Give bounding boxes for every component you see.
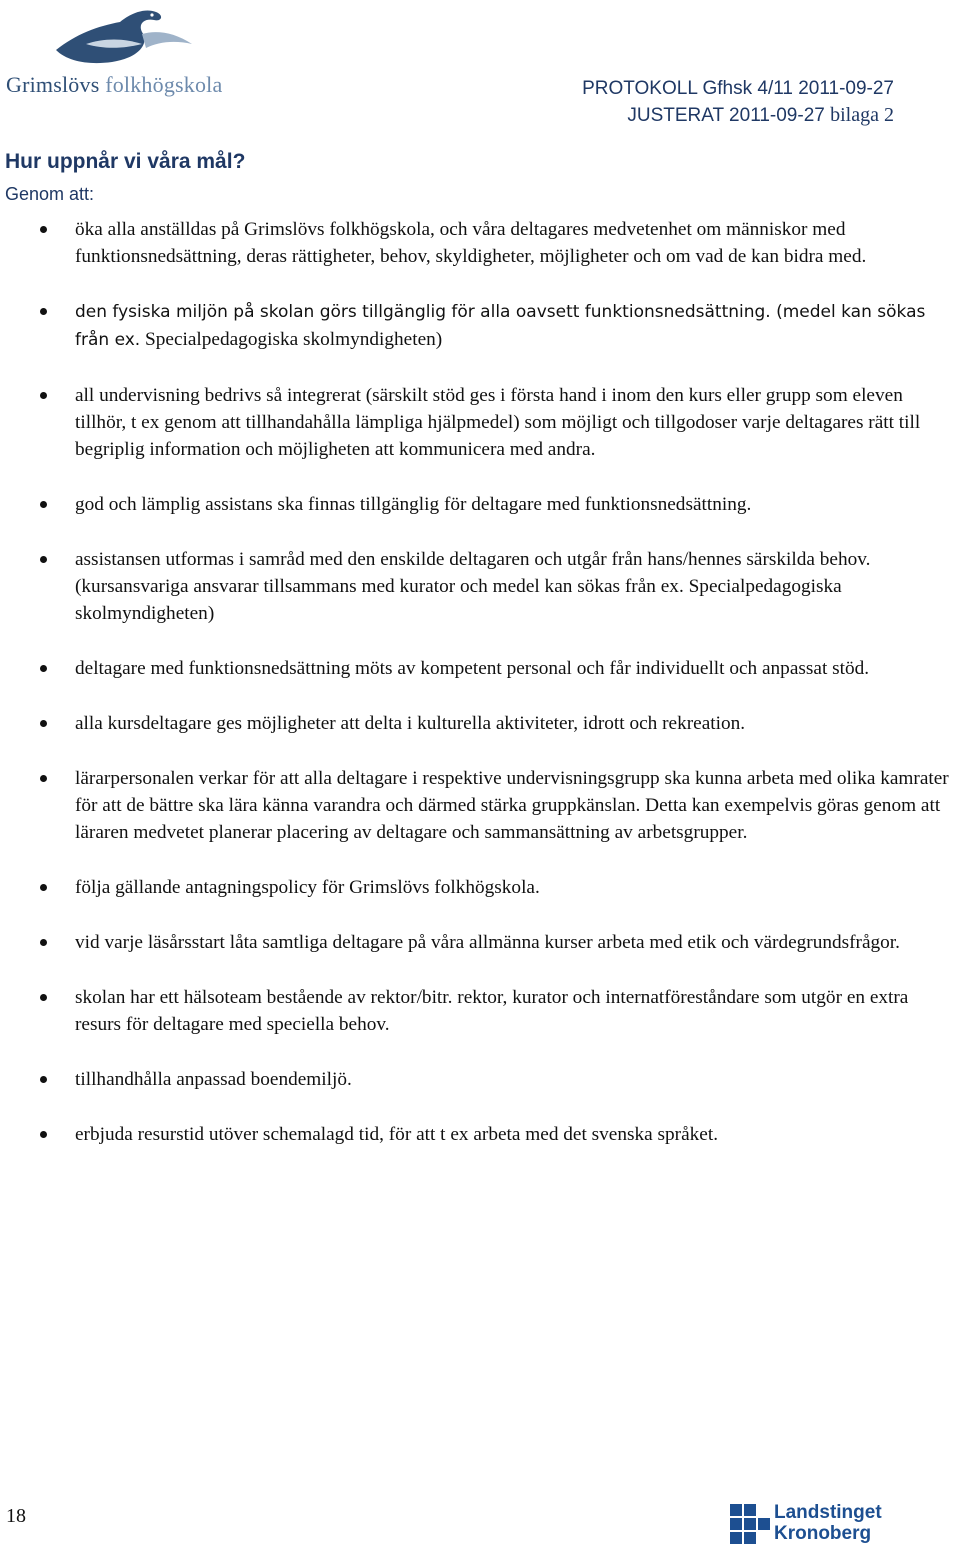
list-item — [0, 298, 960, 354]
bullet-icon — [40, 1076, 47, 1083]
list-item — [0, 216, 960, 270]
protocol-header — [582, 76, 894, 129]
list-item-text: öka alla anställdas på Grimslövs folkhögskola, och våra deltagares medvetenhet om människor med funktionsnedsättning, deras rättigheter, behov, skyldigheter, möjligheter och om vad de kan bidra med. — [75, 219, 867, 267]
list-item-text: all undervisning bedrivs så integrerat (särskilt stöd ges i första hand i inom den kurs eller grupp som eleven tillhör, t ex genom att tillhandahålla lämpliga hjälpmedel) som möjligt och tillgodoser varje deltagares rätt till begriplig information och möjligheten att kommunicera med andra. — [75, 385, 921, 460]
adjusted-text: JUSTERAT 2011-09-27 — [627, 105, 825, 126]
bullet-icon — [40, 775, 47, 782]
goals-list — [0, 216, 960, 1176]
list-item — [0, 655, 960, 682]
logo-line-2: Kronoberg — [774, 1523, 872, 1544]
list-item-text: erbjuda resurstid utöver schemalagd tid, för att t ex arbeta med det svenska språket. — [75, 1124, 719, 1145]
logo-suffix: folkhögskola — [105, 72, 223, 97]
bullet-icon — [40, 1131, 47, 1138]
list-item-text: tillhandhålla anpassad boendemiljö. — [75, 1069, 352, 1090]
list-item-text: följa gällande antagningspolicy för Grimslövs folkhögskola. — [75, 877, 540, 898]
bullet-icon — [40, 501, 47, 508]
landstinget-mark-icon — [730, 1504, 770, 1548]
list-item — [0, 874, 960, 901]
grimslov-logo — [4, 4, 236, 100]
bullet-icon — [40, 994, 47, 1001]
list-item — [0, 491, 960, 518]
attachment-text: bilaga 2 — [830, 104, 894, 126]
list-item — [0, 929, 960, 956]
page-number: 18 — [6, 1505, 26, 1527]
list-item — [0, 984, 960, 1038]
list-item — [0, 765, 960, 846]
list-item-text: skolan har ett hälsoteam bestående av rektor/bitr. rektor, kurator och internatföreståndare som utgör en extra resurs för deltagare med speciella behov. — [75, 987, 909, 1035]
bird-logo-icon — [46, 4, 196, 70]
list-item-text: vid varje läsårsstart låta samtliga deltagare på våra allmänna kurser arbeta med etik och värdegrundsfrågor. — [75, 932, 900, 953]
intro-text: Genom att: — [5, 184, 95, 204]
bullet-icon — [40, 884, 47, 891]
bullet-icon — [40, 392, 47, 399]
logo-wordmark — [6, 72, 222, 98]
landstinget-logo — [730, 1502, 902, 1550]
list-item — [0, 546, 960, 627]
list-item — [0, 1066, 960, 1093]
bullet-icon — [40, 665, 47, 672]
bullet-icon — [40, 226, 47, 233]
list-item-text: god och lämplig assistans ska finnas tillgänglig för deltagare med funktionsnedsättning. — [75, 494, 752, 515]
bullet-icon — [40, 720, 47, 727]
logo-name: Grimslövs — [6, 72, 100, 97]
page-heading: Hur uppnår vi våra mål? — [5, 150, 246, 173]
bullet-icon — [40, 308, 47, 315]
landstinget-wordmark — [774, 1502, 882, 1544]
adjusted-line — [582, 102, 894, 129]
list-item — [0, 1121, 960, 1148]
bullet-icon — [40, 556, 47, 563]
list-item-text-sans: den fysiska miljön på skolan görs tillgänglig för alla oavsett funktionsnedsättning. (medel kan sökas från ex. — [75, 302, 926, 350]
list-item — [0, 382, 960, 463]
list-item — [0, 710, 960, 737]
protocol-line: PROTOKOLL Gfhsk 4/11 2011-09-27 — [582, 78, 894, 99]
bullet-icon — [40, 939, 47, 946]
logo-line-1: Landstinget — [774, 1502, 882, 1523]
list-item-text: Specialpedagogiska skolmyndigheten) — [145, 329, 443, 350]
list-item-text: deltagare med funktionsnedsättning möts av kompetent personal och får individuellt och anpassat stöd. — [75, 658, 870, 679]
list-item-text: assistansen utformas i samråd med den enskilde deltagaren och utgår från hans/hennes särskilda behov. (kursansvariga ansvarar tillsammans med kurator och medel kan sökas från ex. Specialpedagogiska skolmyndigheten) — [75, 549, 871, 624]
list-item-text: alla kursdeltagare ges möjligheter att delta i kulturella aktiviteter, idrott och rekreation. — [75, 713, 746, 734]
list-item-text: lärarpersonalen verkar för att alla deltagare i respektive undervisningsgrupp ska kunna arbeta med olika kamrater för att de bättre ska lära känna varandra och därmed stärka gruppkänslan. Detta kan exempelvis göras genom att läraren medvetet planerar placering av deltagare och sammansättning av arbetsgrupper. — [75, 768, 949, 843]
